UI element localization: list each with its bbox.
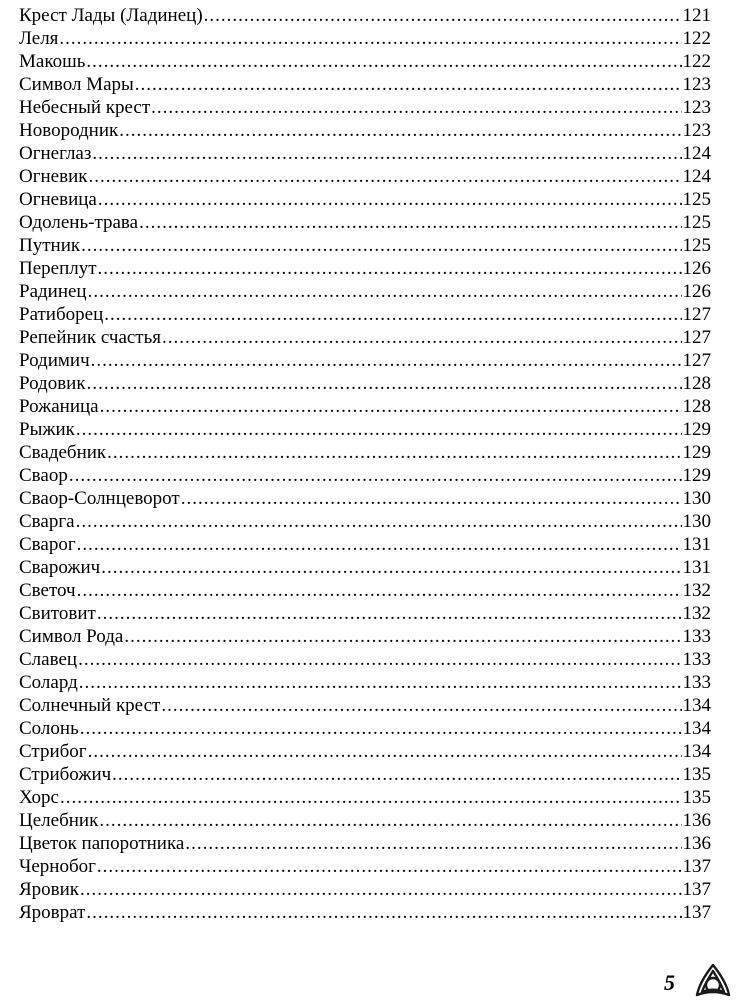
toc-dot-leader (86, 901, 681, 924)
toc-dot-leader (76, 510, 682, 533)
toc-entry-page: 134 (682, 718, 711, 739)
toc-entry-page: 134 (682, 741, 711, 762)
toc-dot-leader (60, 786, 682, 809)
toc-entry (19, 418, 711, 441)
toc-dot-leader (181, 487, 682, 510)
toc-entry-page: 128 (682, 396, 711, 417)
toc-entry-page: 136 (682, 810, 711, 831)
table-of-contents (19, 4, 711, 924)
toc-entry-title: Чернобог (19, 856, 96, 877)
toc-entry (19, 602, 711, 625)
toc-dot-leader (86, 50, 681, 73)
toc-dot-leader (151, 96, 681, 119)
toc-entry-page: 131 (682, 534, 711, 555)
toc-dot-leader (79, 671, 682, 694)
toc-entry-title: Свитовит (19, 603, 96, 624)
toc-entry (19, 556, 711, 579)
toc-entry-title: Целебник (19, 810, 99, 831)
toc-dot-leader (135, 73, 682, 96)
toc-entry-title: Леля (19, 28, 59, 49)
toc-entry (19, 395, 711, 418)
toc-entry (19, 96, 711, 119)
toc-entry-page: 133 (682, 626, 711, 647)
toc-entry (19, 878, 711, 901)
toc-dot-leader (78, 648, 681, 671)
toc-entry (19, 257, 711, 280)
toc-entry (19, 303, 711, 326)
toc-dot-leader (107, 441, 681, 464)
toc-entry-title: Огневик (19, 166, 88, 187)
toc-dot-leader (76, 418, 682, 441)
toc-entry-title: Репейник счастья (19, 327, 162, 348)
toc-entry-title: Радинец (19, 281, 87, 302)
toc-entry (19, 809, 711, 832)
toc-dot-leader (185, 832, 681, 855)
toc-entry-title: Сваор (19, 465, 68, 486)
toc-entry (19, 326, 711, 349)
toc-entry-page: 121 (682, 5, 711, 26)
toc-dot-leader (97, 602, 682, 625)
toc-dot-leader (59, 27, 681, 50)
toc-entry-title: Солонь (19, 718, 79, 739)
toc-entry (19, 901, 711, 924)
toc-dot-leader (161, 694, 681, 717)
toc-dot-leader (112, 763, 681, 786)
toc-entry (19, 763, 711, 786)
toc-entry-title: Переплут (19, 258, 97, 279)
toc-dot-leader (98, 188, 682, 211)
toc-dot-leader (124, 625, 681, 648)
toc-entry-title: Стрибожич (19, 764, 112, 785)
toc-entry (19, 4, 711, 27)
page-number: 5 (664, 970, 675, 995)
toc-dot-leader (104, 303, 681, 326)
toc-dot-leader (88, 280, 682, 303)
toc-entry-title: Сварожич (19, 557, 101, 578)
toc-entry-title: Яровик (19, 879, 80, 900)
toc-entry (19, 855, 711, 878)
toc-dot-leader (97, 855, 682, 878)
toc-dot-leader (101, 556, 681, 579)
toc-entry-page: 135 (682, 787, 711, 808)
toc-entry-page: 123 (682, 74, 711, 95)
toc-entry (19, 165, 711, 188)
toc-entry (19, 694, 711, 717)
toc-dot-leader (92, 142, 681, 165)
toc-entry (19, 188, 711, 211)
toc-dot-leader (80, 717, 682, 740)
toc-entry (19, 648, 711, 671)
toc-entry (19, 372, 711, 395)
toc-entry (19, 464, 711, 487)
toc-entry (19, 786, 711, 809)
toc-entry-page: 130 (682, 488, 711, 509)
toc-entry-title: Солард (19, 672, 78, 693)
toc-entry-page: 137 (682, 902, 711, 923)
toc-entry-page: 133 (682, 649, 711, 670)
toc-entry-title: Стрибог (19, 741, 87, 762)
toc-entry-title: Крест Лады (Ладинец) (19, 5, 203, 26)
toc-entry-title: Славец (19, 649, 78, 670)
toc-entry-page: 137 (682, 856, 711, 877)
toc-entry-page: 137 (682, 879, 711, 900)
toc-dot-leader (77, 579, 682, 602)
toc-entry-page: 129 (682, 465, 711, 486)
toc-entry-title: Огнеглаз (19, 143, 92, 164)
toc-entry-title: Одолень-трава (19, 212, 139, 233)
toc-entry-page: 129 (682, 442, 711, 463)
toc-entry-title: Родимич (19, 350, 90, 371)
toc-entry (19, 832, 711, 855)
toc-entry-page: 128 (682, 373, 711, 394)
toc-dot-leader (98, 257, 682, 280)
toc-entry-page: 124 (682, 143, 711, 164)
toc-entry-page: 125 (682, 212, 711, 233)
toc-dot-leader (89, 165, 682, 188)
toc-dot-leader (204, 4, 682, 27)
toc-entry-page: 129 (682, 419, 711, 440)
toc-entry-title: Символ Рода (19, 626, 124, 647)
toc-entry-title: Символ Мары (19, 74, 134, 95)
toc-entry-page: 133 (682, 672, 711, 693)
toc-entry-page: 126 (682, 281, 711, 302)
toc-dot-leader (119, 119, 681, 142)
toc-entry-title: Хорс (19, 787, 59, 808)
toc-entry (19, 234, 711, 257)
toc-entry-page: 124 (682, 166, 711, 187)
toc-dot-leader (139, 211, 681, 234)
toc-entry-title: Ратиборец (19, 304, 104, 325)
toc-entry (19, 211, 711, 234)
toc-entry-title: Небесный крест (19, 97, 151, 118)
toc-dot-leader (87, 372, 682, 395)
toc-entry-title: Родовик (19, 373, 86, 394)
toc-dot-leader (69, 464, 682, 487)
toc-entry (19, 533, 711, 556)
toc-entry-page: 127 (682, 304, 711, 325)
toc-dot-leader (162, 326, 681, 349)
toc-entry (19, 625, 711, 648)
toc-dot-leader (77, 533, 682, 556)
toc-entry-page: 130 (682, 511, 711, 532)
toc-dot-leader (100, 395, 682, 418)
toc-entry-page: 122 (682, 51, 711, 72)
toc-dot-leader (99, 809, 681, 832)
toc-dot-leader (91, 349, 682, 372)
toc-entry (19, 73, 711, 96)
toc-entry (19, 280, 711, 303)
toc-entry-title: Сварга (19, 511, 75, 532)
toc-entry-page: 123 (682, 120, 711, 141)
toc-entry (19, 671, 711, 694)
toc-entry-page: 127 (682, 350, 711, 371)
toc-entry-title: Сваор-Солнцеворот (19, 488, 180, 509)
toc-dot-leader (88, 740, 682, 763)
toc-entry (19, 119, 711, 142)
toc-entry-page: 127 (682, 327, 711, 348)
toc-entry-title: Макошь (19, 51, 86, 72)
toc-entry-title: Рыжик (19, 419, 75, 440)
toc-entry-page: 136 (682, 833, 711, 854)
toc-entry (19, 441, 711, 464)
toc-entry-page: 125 (682, 189, 711, 210)
toc-entry (19, 579, 711, 602)
toc-entry-page: 131 (682, 557, 711, 578)
toc-entry-page: 132 (682, 603, 711, 624)
toc-entry-page: 125 (682, 235, 711, 256)
toc-entry-title: Огневица (19, 189, 97, 210)
toc-entry (19, 50, 711, 73)
toc-entry-page: 123 (682, 97, 711, 118)
toc-entry (19, 142, 711, 165)
toc-entry-title: Солнечный крест (19, 695, 161, 716)
toc-entry (19, 740, 711, 763)
toc-entry-page: 122 (682, 28, 711, 49)
toc-entry-title: Светоч (19, 580, 76, 601)
toc-entry-title: Яроврат (19, 902, 86, 923)
toc-entry-title: Сварог (19, 534, 76, 555)
toc-entry-title: Свадебник (19, 442, 107, 463)
toc-entry-page: 132 (682, 580, 711, 601)
toc-entry-page: 134 (682, 695, 711, 716)
toc-entry (19, 717, 711, 740)
toc-dot-leader (80, 878, 681, 901)
toc-entry-title: Путник (19, 235, 81, 256)
toc-entry (19, 27, 711, 50)
toc-entry (19, 510, 711, 533)
toc-entry-title: Новородник (19, 120, 119, 141)
toc-entry (19, 487, 711, 510)
toc-entry-page: 126 (682, 258, 711, 279)
toc-entry-page: 135 (682, 764, 711, 785)
toc-entry-title: Цветок папоротника (19, 833, 185, 854)
toc-entry-title: Рожаница (19, 396, 99, 417)
triquetra-knot-icon (693, 961, 733, 1001)
toc-dot-leader (81, 234, 681, 257)
toc-entry (19, 349, 711, 372)
